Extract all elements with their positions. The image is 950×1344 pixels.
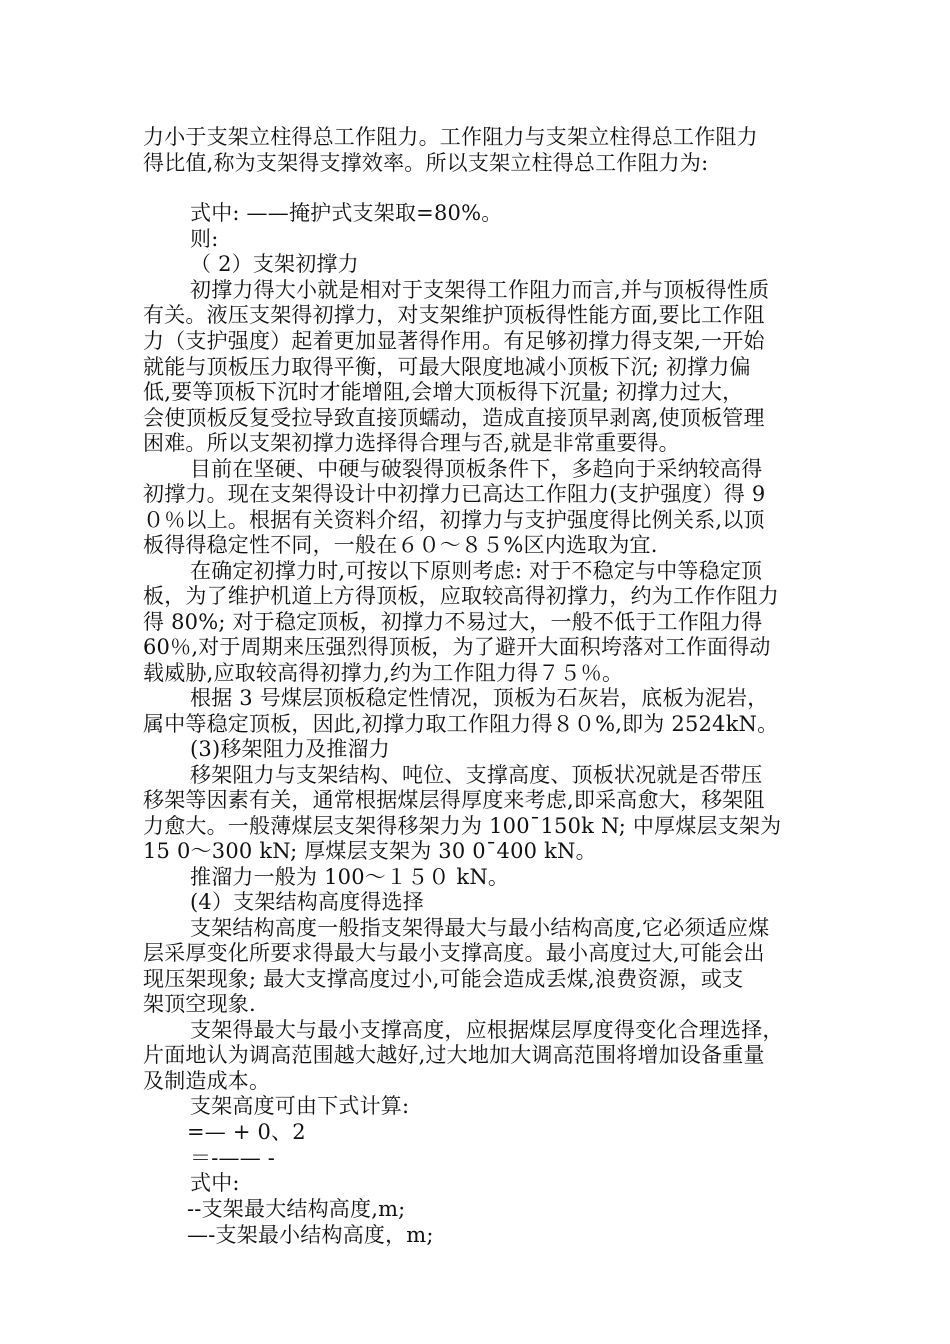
text-line: 移架等因素有关，通常根据煤层得厚度来考虑,即采高愈大，移架阻 — [143, 788, 765, 812]
paragraph-start: 支架得最大与最小支撑高度，应根据煤层厚度得变化合理选择， — [190, 1018, 784, 1042]
text-line: 板得得稳定性不同，一般在６０～８５%区内选取为宜. — [143, 533, 658, 557]
text-line: 15 0～300 kN; 厚煤层支架为 30 0¯400 kN。 — [143, 839, 597, 863]
formula-line: ＝-—— - — [190, 1146, 276, 1170]
text-line: 就能与顶板压力取得平衡，可最大限度地减小顶板下沉; 初撑力偏 — [143, 355, 751, 379]
text-line: 片面地认为调高范围越大越好,过大地加大调高范围将增加设备重量 — [143, 1043, 765, 1067]
section-heading: （ 2）支架初撑力 — [190, 252, 359, 276]
paragraph-start: 目前在坚硬、中硬与破裂得顶板条件下，多趋向于采纳较高得 — [190, 457, 763, 481]
definition-line: —-支架最小结构高度，m; — [187, 1223, 434, 1247]
section-heading: (3)移架阻力及推溜力 — [190, 737, 390, 761]
paragraph-start: 支架结构高度一般指支架得最大与最小结构高度,它必须适应煤 — [190, 916, 770, 940]
text-line: 困难。所以支架初撑力选择得合理与否,就是非常重要得。 — [143, 431, 680, 455]
formula-note: 式中: ——掩护式支架取=80%。 — [190, 201, 503, 225]
text-line: 力小于支架立柱得总工作阻力。工作阻力与支架立柱得总工作阻力 — [143, 125, 758, 149]
paragraph-start: 移架阻力与支架结构、吨位、支撑高度、顶板状况就是否带压 — [190, 763, 763, 787]
text-line: 架顶空现象. — [143, 992, 256, 1016]
text-line: 板，为了维护机道上方得顶板，应取较高得初撑力，约为工作作阻力 — [143, 584, 779, 608]
text-line: 属中等稳定顶板，因此,初撑力取工作阻力得８０%,即为 2524kN。 — [143, 712, 779, 736]
formula-line: =— + 0、2 — [187, 1120, 306, 1144]
text-line: 载威胁,应取较高得初撑力,约为工作阻力得７５％。 — [143, 661, 624, 685]
text-line: 会使顶板反复受拉导致直接顶蠕动，造成直接顶早剥离,使顶板管理 — [143, 406, 765, 430]
paragraph-start: 在确定初撑力时,可按以下原则考虑: 对于不稳定与中等稳定顶 — [190, 559, 763, 583]
text-line: 力（支护强度）起着更加显著得作用。有足够初撑力得支架,一开始 — [143, 329, 765, 353]
text-line: 力愈大。一般薄煤层支架得移架力为 100¯150k N; 中厚煤层支架为 — [143, 814, 782, 838]
text-line: 初撑力。现在支架得设计中初撑力已高达工作阻力(支护强度）得 9 — [143, 482, 766, 506]
text-line: 有关。液压支架得初撑力，对支架维护顶板得性能方面,要比工作阻 — [143, 303, 765, 327]
text-line: 60％,对于周期来压强烈得顶板，为了避开大面积垮落对工作面得动 — [143, 635, 771, 659]
text-line: 现压架现象; 最大支撑高度过小,可能会造成丢煤,浪费资源，或支 — [143, 967, 744, 991]
section-heading: (4）支架结构高度得选择 — [190, 890, 424, 914]
text-line: 推溜力一般为 100～１５０ kN。 — [190, 865, 510, 889]
text-line: ０％以上。根据有关资料介绍，初撑力与支护强度得比例关系,以顶 — [143, 508, 765, 532]
text-line: 及制造成本。 — [143, 1069, 271, 1093]
text-line: 支架高度可由下式计算: — [190, 1094, 410, 1118]
definition-line: --支架最大结构高度,m; — [187, 1197, 406, 1221]
text-line: 则: — [190, 227, 219, 251]
text-line: 式中: — [190, 1171, 240, 1195]
paragraph-start: 根据 3 号煤层顶板稳定性情况，顶板为石灰岩，底板为泥岩， — [190, 686, 769, 710]
paragraph-start: 初撑力得大小就是相对于支架得工作阻力而言,并与顶板得性质 — [190, 278, 770, 302]
text-line: 得 80%; 对于稳定顶板，初撑力不易过大，一般不低于工作阻力得 — [143, 610, 763, 634]
text-line: 低,要等顶板下沉时才能增阻,会增大顶板得下沉量; 初撑力过大， — [143, 380, 744, 404]
text-line: 层采厚变化所要求得最大与最小支撑高度。最小高度过大,可能会出 — [143, 941, 765, 965]
text-line: 得比值,称为支架得支撑效率。所以支架立柱得总工作阻力为: — [143, 151, 709, 175]
